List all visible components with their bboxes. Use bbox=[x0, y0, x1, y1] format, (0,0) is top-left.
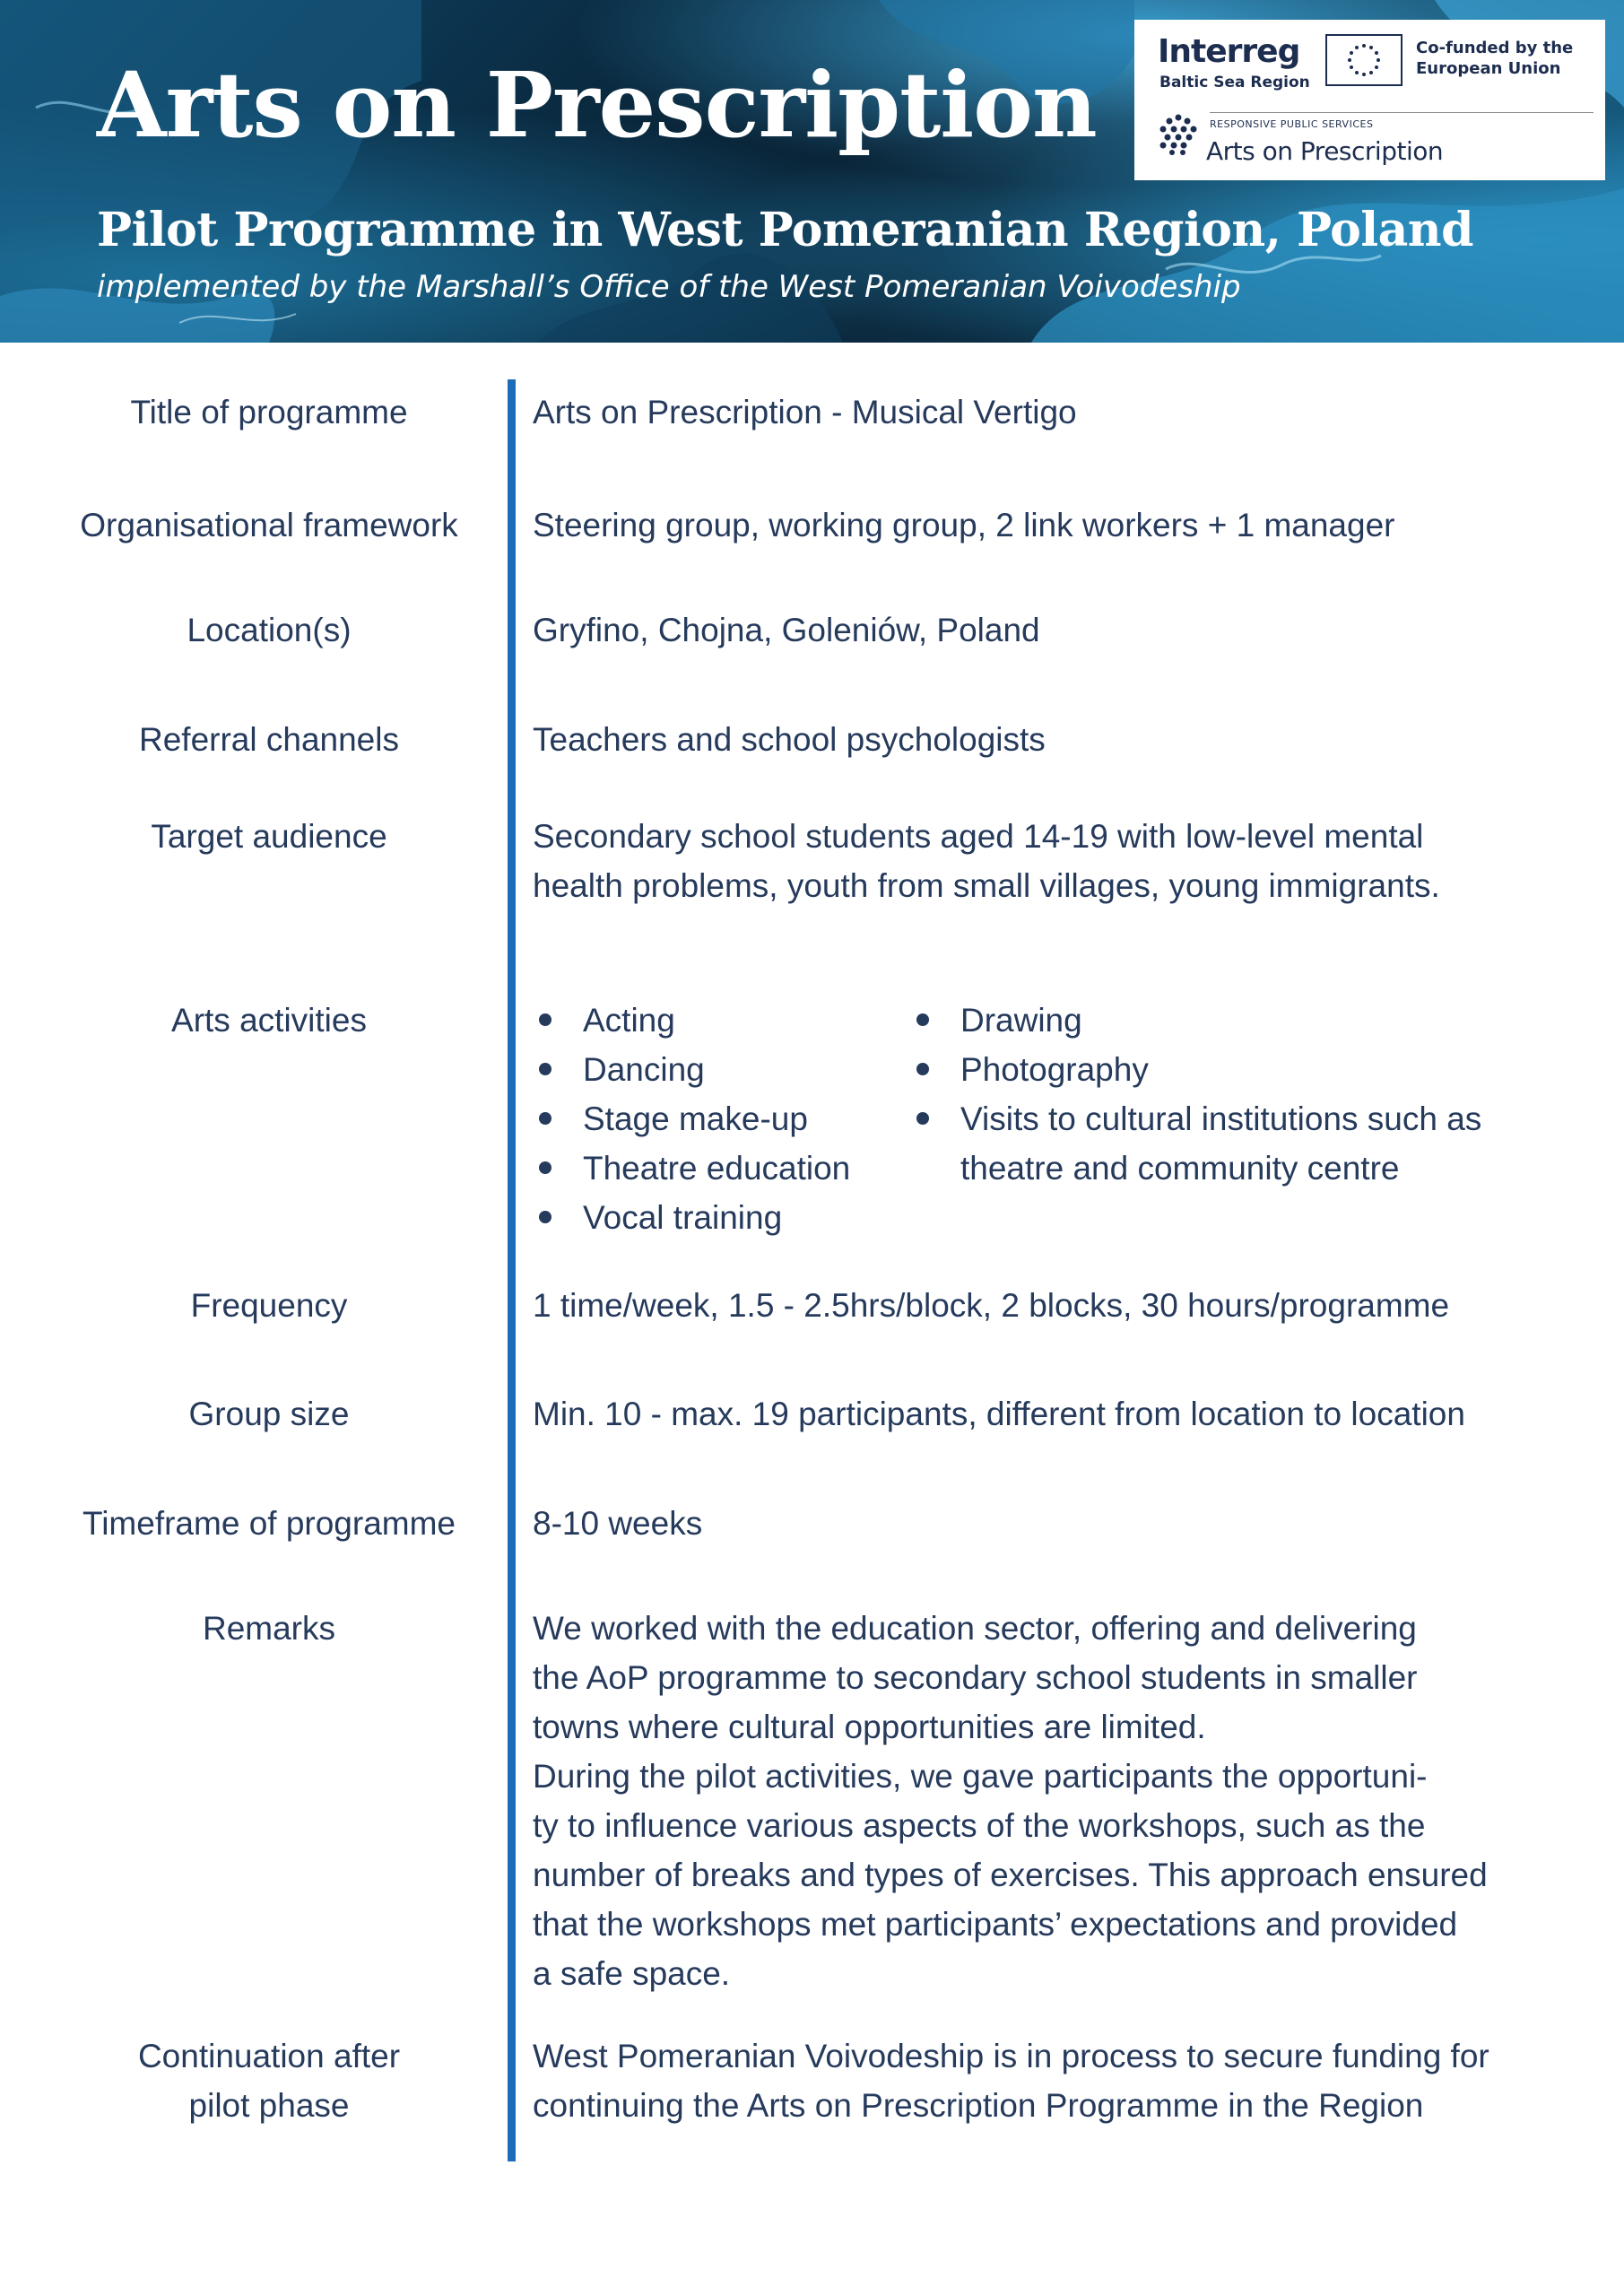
bullet-icon bbox=[539, 1112, 551, 1125]
value-continuation bbox=[533, 2031, 1582, 2130]
logo-divider bbox=[1210, 112, 1594, 113]
baltic-sea-region-text: Baltic Sea Region bbox=[1159, 74, 1310, 91]
value-remarks bbox=[533, 1604, 1582, 1998]
list-item-continuation: theatre and community centre bbox=[960, 1150, 1400, 1187]
value-timeframe: 8-10 weeks bbox=[533, 1505, 703, 1542]
remarks-line: We worked with the education sector, offering and delivering bbox=[533, 1610, 1417, 1647]
label-remarks: Remarks bbox=[202, 1610, 336, 1647]
value-locations: Gryfino, Chojna, Goleniów, Poland bbox=[533, 612, 1040, 648]
remarks-line: During the pilot activities, we gave participants the opportuni- bbox=[533, 1758, 1428, 1795]
remarks-line: number of breaks and types of exercises. This approach ensured bbox=[533, 1857, 1488, 1893]
label-continuation bbox=[36, 2031, 502, 2130]
value-referral-channels: Teachers and school psychologists bbox=[533, 721, 1046, 758]
header-banner bbox=[0, 0, 1624, 343]
label-arts-activities: Arts activities bbox=[171, 1002, 367, 1039]
remarks-line: that the workshops met participants’ expectations and provided bbox=[533, 1906, 1458, 1943]
bullet-icon bbox=[539, 1063, 551, 1075]
vertical-divider bbox=[508, 379, 516, 2161]
list-item: Stage make-up bbox=[533, 1094, 900, 1144]
interreg-logo-box bbox=[1134, 20, 1605, 180]
list-item: Vocal training bbox=[533, 1193, 900, 1242]
value-frequency: 1 time/week, 1.5 - 2.5hrs/block, 2 blocks, 30 hours/programme bbox=[533, 1287, 1450, 1324]
page-title: Arts on Prescription bbox=[97, 52, 1097, 158]
list-item: Drawing bbox=[910, 996, 1592, 1045]
aop-logo-text: Arts on Prescription bbox=[1206, 136, 1444, 166]
remarks-line: ty to influence various aspects of the workshops, such as the bbox=[533, 1807, 1426, 1844]
list-item: Photography bbox=[910, 1045, 1592, 1094]
list-item: Dancing bbox=[533, 1045, 900, 1094]
value-title-of-programme: Arts on Prescription - Musical Vertigo bbox=[533, 394, 1077, 430]
implemented-by: implemented by the Marshall’s Office of the West Pomeranian Voivodeship bbox=[97, 269, 1241, 305]
remarks-line: a safe space. bbox=[533, 1955, 731, 1992]
label-continuation-line1: Continuation after bbox=[137, 2038, 401, 2074]
bullet-icon bbox=[916, 1063, 929, 1075]
arts-activities-list-1 bbox=[533, 996, 900, 1242]
eu-flag-icon bbox=[1325, 34, 1403, 86]
dots-cluster-icon bbox=[1156, 112, 1201, 157]
label-timeframe: Timeframe of programme bbox=[82, 1505, 456, 1542]
bullet-icon bbox=[539, 1161, 551, 1174]
value-continuation-line1: West Pomeranian Voivodeship is in process to secure funding for bbox=[533, 2038, 1489, 2074]
label-locations: Location(s) bbox=[187, 612, 352, 648]
page-subtitle: Pilot Programme in West Pomeranian Region, Poland bbox=[97, 203, 1473, 257]
value-target-audience bbox=[533, 812, 1582, 910]
remarks-line: towns where cultural opportunities are limited. bbox=[533, 1709, 1206, 1745]
list-item: Visits to cultural institutions such as bbox=[910, 1094, 1592, 1144]
list-item: Theatre education bbox=[533, 1144, 900, 1193]
label-group-size: Group size bbox=[188, 1396, 350, 1432]
value-target-audience-line2: health problems, youth from small villages, young immigrants. bbox=[533, 867, 1440, 904]
value-target-audience-line1: Secondary school students aged 14-19 with low-level mental bbox=[533, 818, 1424, 855]
arts-activities-list-2 bbox=[910, 996, 1592, 1193]
interreg-logo-text: Interreg bbox=[1158, 33, 1300, 70]
bullet-icon bbox=[916, 1112, 929, 1125]
label-target-audience: Target audience bbox=[151, 818, 387, 855]
bullet-icon bbox=[539, 1211, 551, 1223]
label-frequency: Frequency bbox=[190, 1287, 348, 1324]
value-organisational-framework: Steering group, working group, 2 link workers + 1 manager bbox=[533, 507, 1395, 544]
cofunded-text: Co-funded by the European Union bbox=[1416, 39, 1574, 79]
remarks-line: the AoP programme to secondary school students in smaller bbox=[533, 1659, 1418, 1696]
label-organisational-framework: Organisational framework bbox=[80, 507, 458, 544]
list-item: Acting bbox=[533, 996, 900, 1045]
label-continuation-line2: pilot phase bbox=[188, 2087, 350, 2124]
label-referral-channels: Referral channels bbox=[139, 721, 399, 758]
value-continuation-line2: continuing the Arts on Prescription Programme in the Region bbox=[533, 2087, 1424, 2124]
value-group-size: Min. 10 - max. 19 participants, different from location to location bbox=[533, 1396, 1465, 1432]
bullet-icon bbox=[916, 1013, 929, 1026]
responsive-public-services-text: RESPONSIVE PUBLIC SERVICES bbox=[1210, 118, 1374, 130]
bullet-icon bbox=[539, 1013, 551, 1026]
label-title-of-programme: Title of programme bbox=[130, 394, 408, 430]
